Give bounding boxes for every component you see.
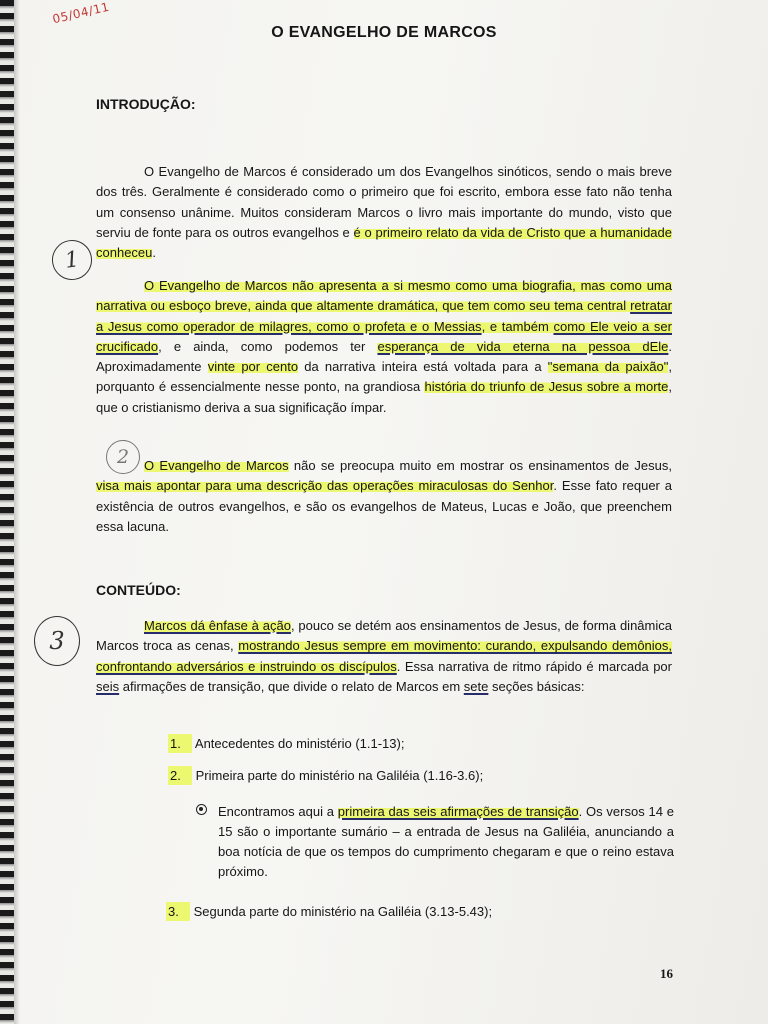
intro-paragraph-1: O Evangelho de Marcos é considerado um dos Evangelhos sinóticos, sendo o mais breve dos três. Geralmente é considerado como o primeiro que foi escrito, embora esse fato não tenha um consenso unânime. Muitos consideram Marcos o livro mais importante do mundo, visto que serviu de fonte para os outros evangelhos e é o primeiro relato da vida de Cristo que a humanidade conheceu. bbox=[96, 164, 672, 261]
transition-bullet: Encontramos aqui a primeira das seis afirmações de transição. Os versos 14 e 15 são o importante sumário – a entrada de Jesus na Galiléia, anunciando a boa notícia de que os tempos do cumprimento chegaram e que o reino estava próximo. bbox=[218, 802, 674, 882]
p2-highlight-triumph: história do triunfo de Jesus sobre a morte bbox=[424, 379, 669, 395]
content-paragraph: Marcos dá ênfase à ação, pouco se detém aos ensinamentos de Jesus, de forma dinâmica Marcos troca as cenas, mostrando Jesus sempre em movimento: curando, expulsando demônios, confrontando adversários e instruindo os discípulos. Essa narrativa de ritmo rápido é marcada por seis afirmações de transição, que divide o relato de Marcos em sete seções básicas: bbox=[96, 618, 673, 694]
list-item-text: Primeira parte do ministério na Galiléia (1.16-3.6); bbox=[195, 768, 484, 783]
spiral-binding bbox=[0, 0, 14, 1024]
page-title: O EVANGELHO DE MARCOS bbox=[271, 24, 497, 41]
intro-paragraph-2: O Evangelho de Marcos não apresenta a si mesmo como uma biografia, mas como uma narrativa ou esboço breve, ainda que altamente dramática, que tem como seu tema central retratar a Jesus como operador de milagres, como o profeta e o Messias, e também como Ele veio a ser crucificado, e ainda, como podemos ter esperança de vida eterna na pessoa dEle. Aproximadamente vinte por cento da narrativa inteira está voltada para a "semana da paixão", porquanto é essencialmente nesse ponto, na grandiosa história do triunfo de Jesus sobre a morte, que o cristianismo deriva a sua significação ímpar. bbox=[96, 278, 672, 415]
content-heading: CONTEÚDO: bbox=[96, 582, 181, 598]
p4-highlight-action: Marcos dá ênfase à ação bbox=[144, 618, 291, 633]
intro-paragraph-3: O Evangelho de Marcos não se preocupa muito em mostrar os ensinamentos de Jesus, visa mais apontar para uma descrição das operações miraculosas do Senhor. Esse fato requer a existência de outros evangelhos, e são os evangelhos de Mateus, Lucas e João, que preenchem essa lacuna. bbox=[96, 458, 673, 534]
list-item bbox=[168, 734, 404, 753]
p2-underline-miracles: retratar a Jesus como operador de milagres, como o profeta e o Messias bbox=[96, 298, 672, 334]
handwritten-date: 05/04/11 bbox=[51, 0, 111, 27]
intro-heading: INTRODUÇÃO: bbox=[96, 96, 196, 112]
p1-text: O Evangelho de Marcos é considerado um dos Evangelhos sinóticos, sendo o mais breve dos três. Geralmente é considerado como o primeiro que foi escrito, embora esse fato não tenha um consenso unânime. Muitos consideram Marcos o livro mais importante do mundo, visto que serviu de fonte para os outros evangelhos e bbox=[96, 164, 672, 240]
list-item bbox=[166, 902, 492, 921]
p3-highlight-miracles: visa mais apontar para uma descrição das operações miraculosas do Senhor bbox=[96, 478, 554, 494]
circled-number-annotation: 3 bbox=[34, 616, 80, 666]
list-item bbox=[168, 766, 483, 785]
p1-highlight: é o primeiro relato da vida de Cristo que a humanidade conheceu bbox=[96, 224, 672, 261]
list-item-number: 2. bbox=[168, 766, 192, 785]
p4-underline-six: seis bbox=[96, 678, 120, 694]
p3-highlight-gospel: O Evangelho de Marcos bbox=[144, 458, 289, 473]
p2-highlight-hope: esperança de vida eterna na pessoa dEle bbox=[377, 338, 669, 354]
bullet-highlight: primeira das seis afirmações de transição bbox=[337, 804, 579, 819]
page-number: 16 bbox=[660, 966, 673, 981]
p2-underline-crucified: como Ele veio a ser crucificado bbox=[96, 318, 672, 354]
target-bullet-icon bbox=[196, 804, 207, 815]
p2-highlight-open: O Evangelho de Marcos não apresenta a si mesmo como uma biografia, mas como uma narrativa ou esboço breve, ainda que altamente dramática, que tem como seu tema central bbox=[96, 278, 672, 314]
p2-highlight-twenty: vinte por cento bbox=[207, 359, 299, 375]
list-item-text: Antecedentes do ministério (1.1-13); bbox=[194, 736, 405, 751]
list-item-number: 1. bbox=[168, 734, 192, 753]
circled-number-annotation: 1 bbox=[49, 237, 94, 282]
list-item-text: Segunda parte do ministério na Galiléia (3.13-5.43); bbox=[193, 904, 493, 919]
p2-highlight-passion: "semana da paixão" bbox=[547, 359, 669, 375]
list-item-number: 3. bbox=[166, 902, 190, 921]
p4-underline-seven: sete bbox=[463, 678, 489, 694]
p4-highlight-movement: mostrando Jesus sempre em movimento: curando, expulsando demônios, confrontando adversários e instruindo os discípulos bbox=[96, 638, 673, 674]
circled-number-annotation: 2 bbox=[106, 440, 140, 474]
